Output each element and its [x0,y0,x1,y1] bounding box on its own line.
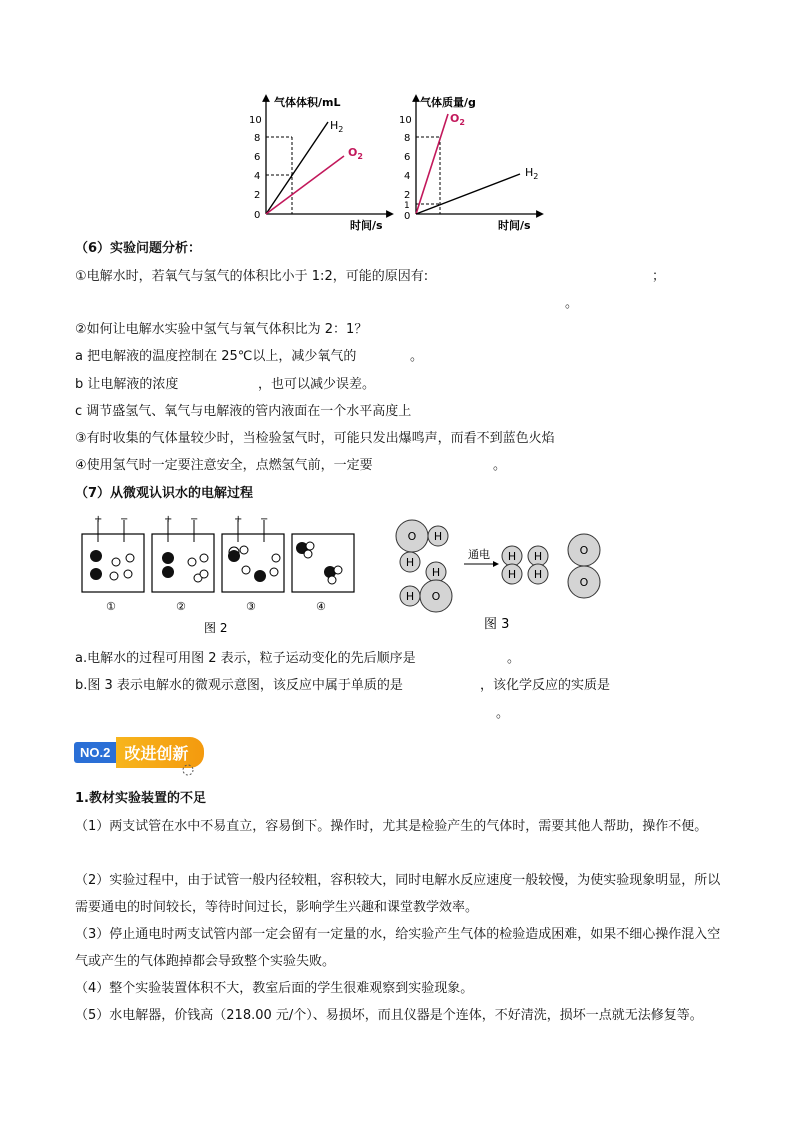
svg-text:6: 6 [404,152,411,163]
answer-a: a 把电解液的温度控制在 25℃以上，减少氧气的 [75,349,357,364]
svg-text:H: H [405,590,415,603]
svg-text:H: H [533,568,543,581]
figure-3 [392,514,612,634]
svg-text:H2: $H_2$ [330,119,344,134]
xlabel: 时间/s [498,219,531,232]
svg-text:H: H [533,550,543,563]
section7-heading: （7）从微观认识水的电解过程 [75,486,254,501]
svg-text:①: ① [106,600,116,613]
svg-text:−: − [260,514,269,525]
badge-number: NO.2 [74,742,116,763]
svg-text:+: + [164,514,173,525]
fig2-caption: 图 2 [204,621,228,635]
badge-title: 改进创新 [116,737,204,768]
dotted-circle-icon [180,762,196,778]
svg-text:H: H [507,550,517,563]
improve-p4: （4）整个实验装置体积不大，教室后面的学生很难观察到实验现象。 [75,981,474,996]
svg-text:H: H [431,566,441,579]
svg-text:0: 0 [404,211,411,222]
svg-text:H: H [405,556,415,569]
improve-p1: （1）两支试管在水中不易直立，容易倒下。操作时，尤其是检验产生的气体时，需要其他人帮助，操作不便。 [75,819,708,834]
figure-2 [76,512,366,642]
question-a: a.电解水的过程可用图 2 表示，粒子运动变化的先后顺序是 [75,651,416,666]
question-4: ④使用氢气时一定要注意安全，点燃氢气前，一定要 [75,458,373,473]
svg-text:4: 4 [254,171,261,182]
question-b: b.图 3 表示电解水的微观示意图，该反应中属于单质的是 [75,678,403,693]
fig2-box-3 [222,514,284,592]
svg-text:2: 2 [254,190,261,201]
svg-text:O: O [407,530,417,543]
ylabel: 气体体积/mL [274,96,341,109]
question-3: ③有时收集的气体量较少时，当检验氢气时，可能只发出爆鸣声，而看不到蓝色火焰 [75,431,555,446]
svg-text:10: 10 [249,115,262,126]
mass-time-graph [390,92,550,234]
question-1: ①电解水时，若氧气与氢气的体积比小于 1:2，可能的原因有: [75,269,429,284]
volume-time-graph [240,92,400,234]
fig2-box-2 [152,514,214,592]
svg-text:0: 0 [254,210,261,221]
answer-b: b 让电解液的浓度 [75,377,179,392]
svg-text:②: ② [176,600,186,613]
svg-text:4: 4 [404,171,411,182]
svg-text:6: 6 [254,152,261,163]
svg-text:O: O [579,544,589,557]
svg-text:H: H [507,568,517,581]
svg-text:③: ③ [246,600,256,613]
svg-text:10: 10 [399,115,412,126]
svg-text:−: − [120,514,129,525]
svg-text:8: 8 [404,133,411,144]
svg-text:O2: $O_2$ [450,112,465,127]
svg-text:−: − [190,514,199,525]
improve-p5: （5）水电解器，价钱高（218.00 元/个）、易损坏，而且仪器是个连体，不好清洗，损坏一点就无法修复等。 [75,1008,703,1023]
fig2-box-4 [292,534,354,592]
xlabel: 时间/s [350,219,383,232]
svg-text:1: 1 [404,201,410,211]
svg-text:H: H [433,530,443,543]
svg-text:O: O [431,590,441,603]
svg-text:8: 8 [254,133,261,144]
section6-heading: （6）实验问题分析： [75,241,202,256]
fig2-box-1 [82,514,144,592]
question-2: ②如何让电解水实验中氢气与氧气体积比为 2：1？ [75,322,368,337]
svg-text:+: + [234,514,243,525]
ylabel: 气体质量/g [420,96,476,109]
svg-text:通电: 通电 [468,548,490,561]
svg-text:④: ④ [316,600,326,613]
fig3-caption: 图 3 [484,617,510,632]
answer-c: c 调节盛氢气、氧气与电解液的管内液面在一个水平高度上 [75,404,412,419]
svg-text:O2: $O_2$ [348,146,363,161]
svg-text:H2: $H_2$ [525,166,539,181]
improve-p3: （3）停止通电时两支试管内部一定会留有一定量的水，给实验产生气体的检验造成困难，如果不细心操作混入空气或产生的气体跑掉都会导致整个实验失败。 [75,927,721,969]
svg-text:2: 2 [404,190,411,201]
improve-p2: （2）实验过程中，由于试管一般内径较粗，容积较大，同时电解水反应速度一般较慢，为使实验现象明显，所以需要通电的时间较长，等待时间过长，影响学生兴趣和课堂教学效率。 [75,873,721,915]
svg-text:O: O [579,576,589,589]
svg-text:+: + [94,514,103,525]
improve-heading: 1.教材实验装置的不足 [75,791,206,806]
